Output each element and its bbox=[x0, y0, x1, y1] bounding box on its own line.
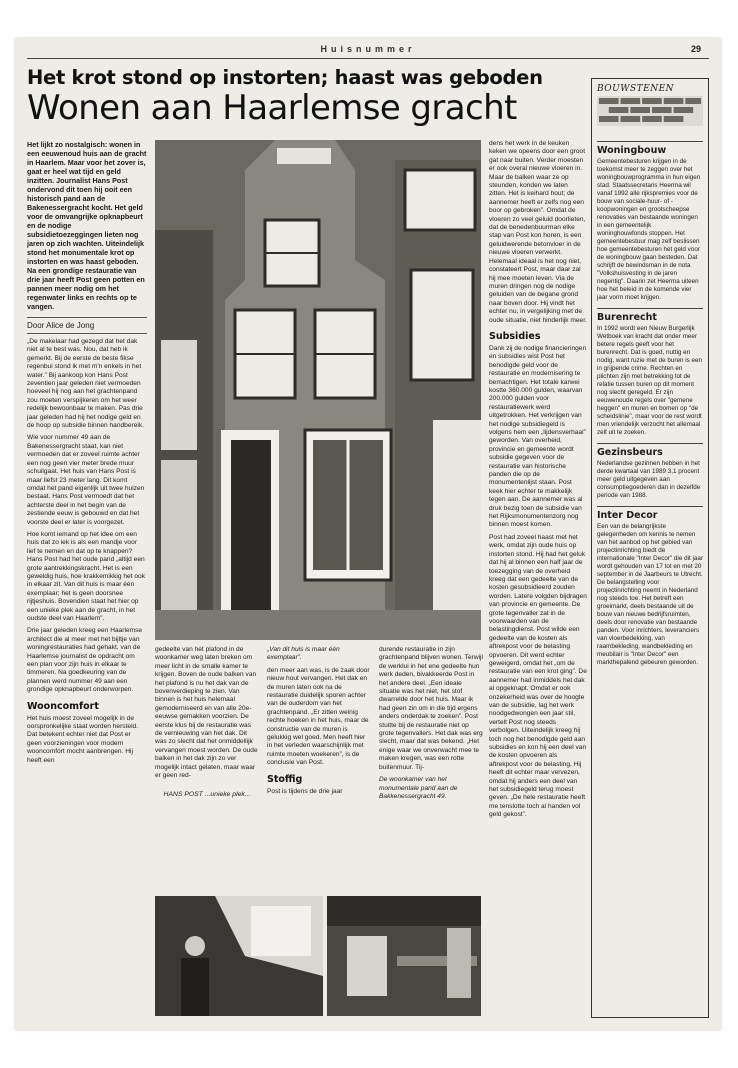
article-intro: Het lijkt zo nostalgisch: wonen in een eeuwenoud huis aan de gracht in Haarlem. Maar voor het zover is, gaat er heel wat tijd en geld inzitten. Journalist Hans Post ondervond dit toen hij ooit een historisch pand aan de Bakenessergracht kocht. Het geld voor de omvangrijke opknapbeurt en de nodige subsidietoezeggingen lieten nog jaren op zich wachten. Uiteindelijk stond het monumentale krot op instorten en was haast geboden. Na een grondige restauratie van drie jaar heeft Post geen potten en pannen meer nodig om het regenwater links en rechts op te vangen. bbox=[27, 140, 147, 311]
subhead-wooncomfort: Wooncomfort bbox=[27, 700, 99, 712]
paragraph: durende restauratie in zijn grachtenpand blijven wonen. Terwijl de werklui in het ene gedeelte hun werk deden, bivakkeerde Post in het andere deel. „Een ideale situatie was het niet, het stof dwarrelde door het huis. Maar ik had geen zin om in die tijd ergens anders onderdak te zoeken”. Post stuitte bij de restauratie niet op grote tegenvallers. Het dak was erg slecht, maar dat was bekend. „Het enige waar we onverwacht mee te maken kregen, was een rotte buitenmuur. Tij- bbox=[379, 646, 483, 771]
subhead-subsidies: Subsidies bbox=[489, 330, 541, 342]
bricks-illustration bbox=[597, 96, 703, 126]
interior-photo bbox=[327, 896, 481, 1016]
paragraph: gedeelte van het plafond in de woonkamer weg laten breken om meer licht in de smalle kamer te krijgen. Boven de oude balken van het plafond is nu het dak van de bovenverdieping te zien. Van binnen is het huis helemaal gemoderniseerd en van alle 20e-eeuwse gemakken voorzien. De eerste klus bij de restauratie was de vernieuwing van het dak. Dit was zo slecht dat het onmiddellijk vervangen moest worden. De oude balken in het dak zijn zo ver mogelijk intact gelaten, maar waar er geen red- bbox=[155, 646, 258, 780]
lead-column bbox=[27, 140, 147, 1020]
article-kicker: Het krot stond op instorten; haast was geboden bbox=[27, 66, 543, 89]
header-rule bbox=[27, 58, 709, 59]
section-label: Huisnummer bbox=[320, 44, 416, 54]
text-column-4 bbox=[379, 646, 483, 805]
house-facade-photo bbox=[155, 140, 481, 640]
article bbox=[27, 64, 587, 1024]
paragraph: „De makelaar had gezegd dat het dak niet al te best was. Nou, dat heb ik gemerkt. Bij de eerste de beste fikse regenbui stond ik met m'n enkels in het water.” Bij aankoop kon Hans Post zeventien jaar geleden niet vermoeden hoeveel hij nog aan het grachtenpand zou moeten verspijkeren om het weer redelijk bewoonbaar te maken. Pas drie jaar geleden had hij het nodige geld en de hoop op subsidie binnen handbereik. bbox=[27, 338, 144, 430]
page-header bbox=[15, 38, 721, 60]
text-column-2 bbox=[155, 646, 259, 809]
sidebar-text: Nederlandse gezinnen hebben in het derde kwartaal van 1989 3,1 procent meer geld uitgegeven aan consumptiegoederen dan in dezelfde periode van 1988. bbox=[597, 460, 701, 499]
text-column-5 bbox=[489, 140, 587, 824]
sidebar-head-gezinsbeurs: Gezinsbeurs bbox=[597, 443, 703, 458]
pull-quote: „Van dit huis is maar één exemplaar”. bbox=[267, 646, 340, 662]
paragraph: Het huis moest zoveel mogelijk in de oorspronkelijke staat worden hersteld. Dat betekent echter niet dat Post er geen voorzieningen voor modern wooncomfort mocht aanbrengen. Hij heeft een bbox=[27, 714, 139, 764]
article-headline: Wonen aan Haarlemse gracht bbox=[27, 88, 517, 128]
paragraph: Dank zij de nodige financieringen en subsidies wist Post het benodigde geld voor de restauratie en modernisering te bemachtigen. Het totale karwei kostte 360.000 gulden, waarvan 200.000 gulden voor restauratiewerk werd uitgetrokken. Het verkrijgen van het nodige subsidiegeld is volgens hem een „lijdensverhaal” geworden. Van overheid, provincie en gemeente wordt subsidie gegeven voor de restauratie van historische panden die op de monumentenlijst staan. Post keek hier echter te makkelijk tegen aan. De aannemer was al druk bezig toen de subsidie van het Rijksmonumentenzorg nog binnen moest komen. bbox=[489, 344, 587, 529]
photo-caption: HANS POST ...unieke plek... bbox=[163, 790, 251, 798]
sidebar-text: Gemeentebesturen krijgen in de toekomst meer te zeggen over het woningbouwprogramma in hun eigen stad. Staatssecretaris Heerma wil vanaf 1992 alle rijkspremies voor de bouw van sociale-huur- of -koopwoningen en grootscheepse renovaties van bestaande woningen in een gemeentelijk woninghouwfonds stoppen. Het gemeentebestuur mag zelf beslissen hoe gemeentebesturen het geld voor de woningbouw gaan besteden. Dat schrijft de bewindsman in de nota "Volkshuisvesting in de jaren negentig". Daarin zet Heerma uiteen hoe het beleid in de komende vier jaar vorm moet krijgen. bbox=[597, 158, 701, 301]
sidebar-text: Een van de belangrijkste gelegenheden om kennis te nemen van het aanbod op het gebied van projectinrichting biedt de internationale "Inter Decor" die dit jaar wordt gehouden van 17 tot en met 20 september in de Jaarbeurs te Utrecht. De belangstelling voor projectinrichting neemt in Nederland nog steeds toe. Het betreft een groeimarkt, deels bestaande uit de bouw van nieuwe bedrijfsruimten, deels door renovatie van bestaande panden. Voor inrichters, leveranciers van vloerbedekking, van raambekleding, wandbekleding en meubilair is "Inter Decor" een markthepalend gebeuren geworden. bbox=[597, 523, 703, 666]
paragraph: Wie voor nummer 49 aan de Bakenessergracht staat, kan niet vermoeden dat er zoveel ruimte achter een nog geen vier meter brede muur schuilgaat. Het huis van Hans Post is maar liefst 23 meter lang. Dit komt omdat het pand eigenlijk uit twee huizen bestaat. Hans Post vermoedt dat het achterste deel in het begin van de zestiende eeuw is gebouwd en dat het voorste deel er later is voorgezet. bbox=[27, 434, 145, 526]
bouwstenen-sidebar bbox=[591, 78, 709, 1018]
paragraph: Post had zoveel haast met het werk, omdat zijn oude huis op instorten stond. Hij had het geluk dat hij al binnen een half jaar de toezegging van de overheid kreeg dat een gedeelte van de kosten gesubsidieerd zouden worden. Latere volgden bijdragen van provincie en gemeente. De grote tegenvaller zat in de voorwaarden van de belastingdienst. Post wilde een gedeelte van de kosten als aftrekpost voor de belasting opvoeren. Dit werd echter geweigerd, omdat het „om de restauratie van een krot ging”. De aannemer had inmiddels het dak al opgeknapt. Omdat er ook onzekerheid was over de hoogte van de subsidie, lag het werk noodgedwongen een jaar stil, vertelt Post nog steeds verbolgen. Uiteindelijk kreeg hij toch nog het benodigde geld aan subsidies en kon hij een deel van de kosten opvoeren als aftrekpost voor de belasting. Hij heeft dit echter maar vervezen, omdat hij anders een deel van het subsidiegeld terug moest geven. „De hele restauratie heeft me tenslotte toch al handen vol geld gekost”. bbox=[489, 533, 587, 819]
paragraph: dens het werk in de keuken keken we opeens door een groot gat naar buiten. Verder moesten er ook overal nieuwe vloeren in. Maar de balken waar ze op steunden, konden we laten zitten. Het is keihard hout; de aannemer heeft er zelfs nog een boor op gebroken”. Omdat de vloeren zo veel geluid doorlieten, dat de benedenbuurman elke stap van Post kon horen, is een geluidwerende betonvloer in de nieuwe vloeren verwerkt. Helemaal ideaal is het nog niet, constateert Post, maar daar zal hij mee moeten leven. Via de muren dringen nog de nodige geluiden van de begane grond naar boven door. Hij vindt het echter nu, in vergelijking met de oude situatie, niet hinderlijk meer. bbox=[489, 140, 587, 324]
paragraph: den meer aan was, is de zaak door nieuw hout vervangen. Het dak en de muren laten ook na de restauratie duidelijk sporen achter van de ouderdom van het grachtenpand. „Er zitten weinig rechte hoeken in het huis, maar de constructie van de muren is gelukkig wel goed. Men heeft hier in het verleden waarschijnlijk met ruimte moeten woekeren”, is de conclusie van Post. bbox=[267, 666, 370, 767]
portrait-photo bbox=[155, 896, 323, 1016]
page-number: 29 bbox=[690, 44, 701, 54]
paragraph: Hoe komt iemand op het idee om een huis dat zo iek is als een mandje voor lief te nemen en dat op te knappen? Hans Post had het oude pand „altijd een grote aantrekkingskracht. Het is een geweldig huis, hoe krakkemikkig het ook in elkaar zit. Van dit huis is maar één exemplaar; het is geen doorsnee rijtjeshuis. Bovendien staat het hier op een unieke plek aan de gracht, in het oudste deel van Haarlem”. bbox=[27, 530, 146, 622]
house-caption: De woonkamer van het monumentale pand aan de Bakkenessergracht 49. bbox=[379, 776, 458, 800]
paragraph: Post is tijdens de drie jaar bbox=[267, 787, 343, 795]
newspaper-page bbox=[15, 38, 721, 1030]
sidebar-head-inter-decor: Inter Decor bbox=[597, 506, 703, 521]
byline: Door Alice de Jong bbox=[27, 317, 147, 334]
sidebar-head-woningbouw: Woningbouw bbox=[597, 141, 703, 156]
paragraph: Drie jaar geleden kreeg een Haarlemse architect die al meer met het bijltje van woningrestauraties had gehakt, van de Haarlemse journalist de opdracht om een plan voor zijn huis in elkaar te timmeren. Na goedkeuring van de plannen werd nummer 49 aan een grondige opknapbeurt onderworpen. bbox=[27, 627, 143, 694]
sidebar-title: BOUWSTENEN bbox=[597, 84, 675, 94]
sidebar-head-burenrecht: Burenrecht bbox=[597, 308, 703, 323]
subhead-stoffig: Stoffig bbox=[267, 773, 303, 785]
text-column-3 bbox=[267, 646, 371, 800]
sidebar-text: In 1992 wordt een Nieuw Burgerlijk Wetboek van kracht dat onder meer betere regels geeft voor het burenrecht. Dat is goed, nuttig en nodig, want ruzie met de buren is een in grijpende crime. Rechten en plichten zijn met betrekking tot de relatie tussen buren op dit moment nog slecht geregeld. Er zijn eeuwenoude regels over "gemene heggen" en muren en bomen op "de scheidslinie", maar voor de rest wordt men vriendelijk verzocht het allemaal zelf uit te zoeken. bbox=[597, 325, 703, 436]
